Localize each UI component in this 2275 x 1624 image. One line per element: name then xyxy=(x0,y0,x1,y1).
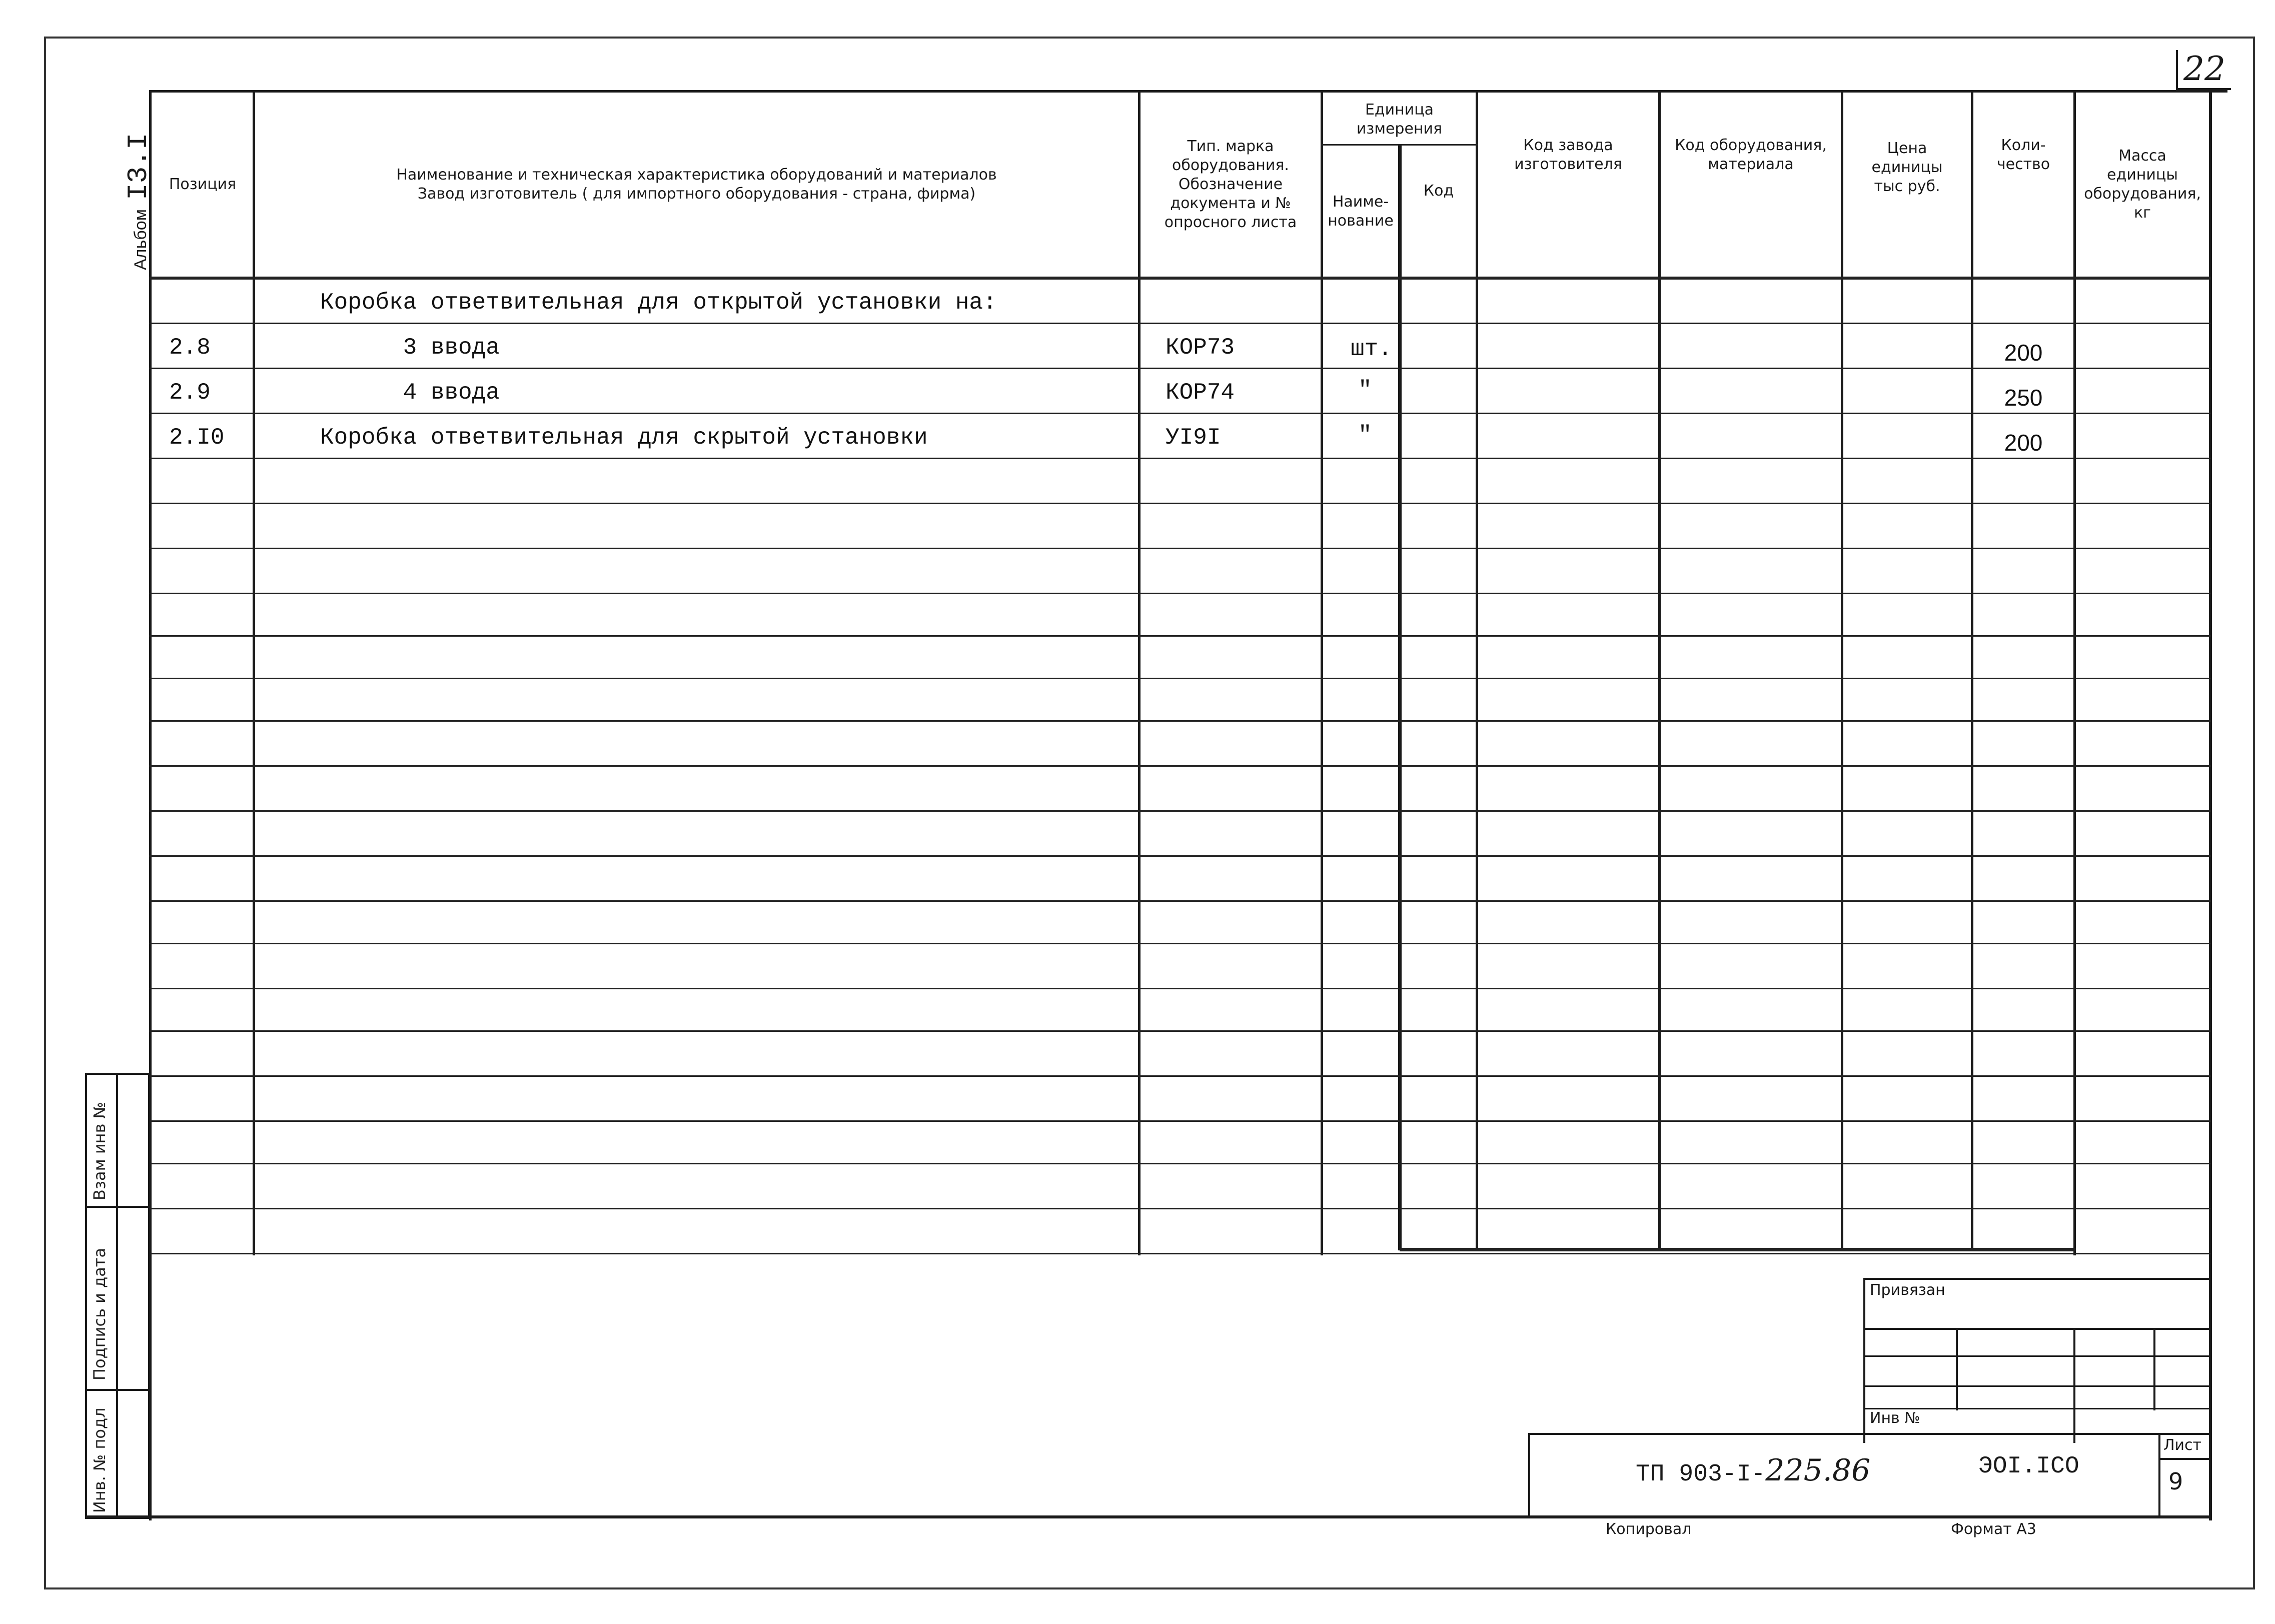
stamp-line xyxy=(2158,1458,2211,1460)
header-plant-code: Код завода изготовителя xyxy=(1514,137,1622,173)
header-unit-name: Наиме- нование xyxy=(1328,193,1394,230)
frame-right-rule xyxy=(2209,90,2212,1520)
album-number: I3.I xyxy=(123,133,155,200)
stamp-line xyxy=(2158,1433,2160,1518)
row-line xyxy=(149,635,2211,637)
row-line xyxy=(149,1253,2211,1254)
stamp-line xyxy=(2153,1328,2155,1410)
header-type: Тип. марка оборудования. Обозначение документа и № опросного листа xyxy=(1164,138,1297,231)
stamp-line xyxy=(1863,1385,2211,1387)
row-1-qty: 200 xyxy=(2004,340,2043,366)
stamp-line xyxy=(1956,1328,1958,1410)
row-3-name: Коробка ответвительная для скрытой установки xyxy=(320,425,928,451)
row-line xyxy=(149,943,2211,944)
row-line xyxy=(149,458,2211,459)
row-line xyxy=(149,1163,2211,1164)
row-line xyxy=(149,765,2211,767)
header-bottom-line xyxy=(149,277,2211,280)
code-prefix: ТП 903-I- xyxy=(1636,1461,1766,1488)
code-suffix: ЭОI.IСО xyxy=(1978,1453,2079,1480)
side-label-inv-podl: Инв. № подл xyxy=(90,1407,109,1513)
row-2-name: 4 ввода xyxy=(320,380,500,406)
row-2-type: КОР74 xyxy=(1166,380,1235,406)
header-name: Наименование и техническая характеристика оборудований и материалов Завод изготовитель ( для импортного оборудования - страна, фирма) xyxy=(396,166,997,203)
row-3-unit: " xyxy=(1358,422,1372,448)
sheet-mark: 22 xyxy=(2176,50,2231,90)
row-2-qty: 250 xyxy=(2004,385,2043,411)
side-label-podpis: Подпись и дата xyxy=(90,1247,109,1380)
header-quantity: Коли- чество xyxy=(1996,137,2050,173)
header-equipment-code: Код оборудования, материала xyxy=(1675,137,1827,173)
row-line xyxy=(149,368,2211,369)
row-0-name: Коробка ответвительная для открытой установки на: xyxy=(320,290,997,316)
stamp-line xyxy=(1863,1278,2211,1280)
stamp-line xyxy=(1863,1278,1865,1443)
row-2-pos: 2.9 xyxy=(169,380,211,406)
row-1-type: КОР73 xyxy=(1166,335,1235,361)
code-hand: 225.86 xyxy=(1765,1453,1871,1488)
frame-bottom-rule xyxy=(85,1515,2211,1518)
row-line xyxy=(149,810,2211,812)
side-label-vzam: Взам инв № xyxy=(90,1102,109,1200)
side-divider xyxy=(116,1391,118,1517)
col-line-4 xyxy=(1398,145,1402,1250)
album-label xyxy=(123,133,155,270)
row-1-pos: 2.8 xyxy=(169,335,211,361)
stamp-line xyxy=(1863,1355,2211,1357)
stamp-line xyxy=(1528,1433,1530,1518)
row-line xyxy=(149,1208,2211,1209)
unit-subheader-line xyxy=(1321,144,1478,146)
header-unit-code: Код xyxy=(1423,182,1454,200)
row-line xyxy=(149,720,2211,722)
privyazan-label: Привязан xyxy=(1870,1281,1945,1299)
row-line xyxy=(149,503,2211,504)
row-2-unit: " xyxy=(1358,377,1372,403)
kopiroval-label: Копировал xyxy=(1606,1520,1692,1538)
stamp-line xyxy=(1863,1328,2211,1330)
list-label: Лист xyxy=(2163,1436,2202,1454)
stamp-line xyxy=(1528,1433,2211,1435)
table-bottom-heavy-line xyxy=(1400,1248,2076,1251)
format-label: Формат А3 xyxy=(1951,1520,2036,1538)
row-1-unit: шт. xyxy=(1351,336,1392,362)
header-unit: Единица измерения xyxy=(1356,101,1443,138)
row-line xyxy=(149,413,2211,414)
stamp-line xyxy=(2073,1328,2075,1443)
side-divider xyxy=(116,1208,118,1389)
row-1-name: 3 ввода xyxy=(320,335,500,361)
row-line xyxy=(149,1030,2211,1032)
row-line xyxy=(149,593,2211,594)
row-3-qty: 200 xyxy=(2004,430,2043,456)
row-3-type: УI9I xyxy=(1166,425,1221,451)
header-mass: Масса единицы оборудования, кг xyxy=(2084,147,2201,222)
row-line xyxy=(149,988,2211,989)
list-value: 9 xyxy=(2168,1468,2183,1495)
row-line xyxy=(149,678,2211,679)
row-line xyxy=(149,548,2211,549)
row-3-pos: 2.I0 xyxy=(169,425,225,451)
row-line xyxy=(149,1075,2211,1077)
header-price: Цена единицы тыс руб. xyxy=(1871,140,1943,195)
row-line xyxy=(149,900,2211,902)
document-code xyxy=(1636,1453,1870,1488)
row-line xyxy=(149,855,2211,857)
side-divider xyxy=(116,1075,118,1206)
row-line xyxy=(149,1120,2211,1122)
album-label-text: Альбом xyxy=(131,209,150,270)
inv-no-label: Инв № xyxy=(1870,1409,1920,1427)
row-line xyxy=(149,323,2211,324)
header-position: Позиция xyxy=(169,176,237,193)
